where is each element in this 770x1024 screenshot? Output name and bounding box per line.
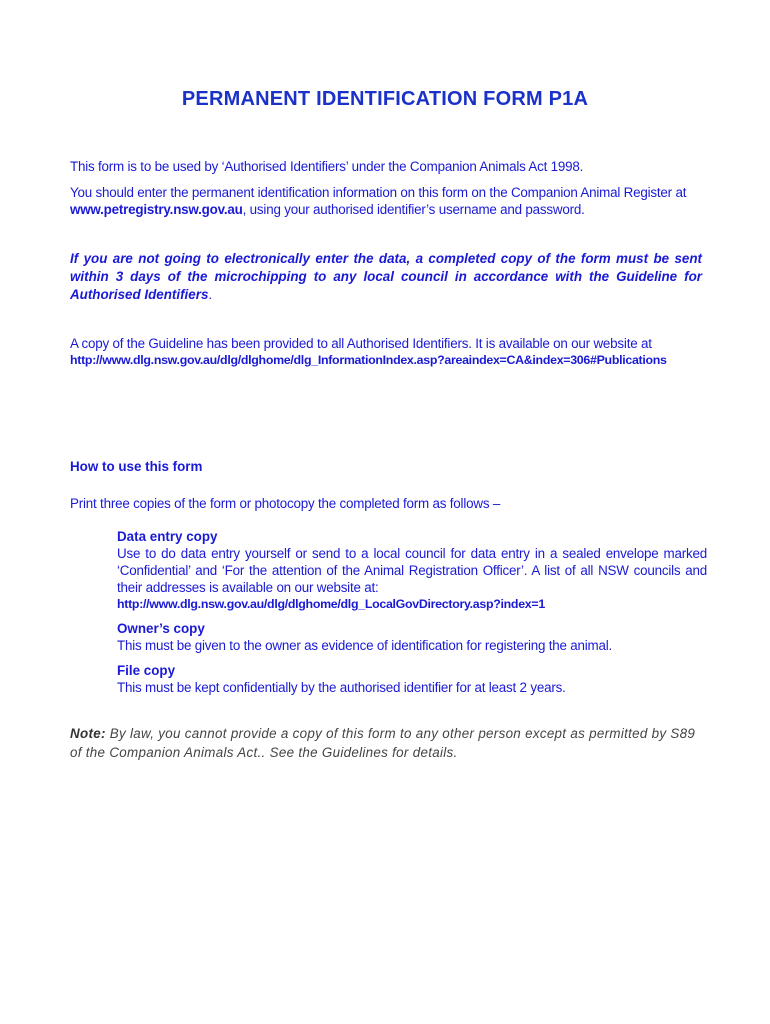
note-label: Note: [70,726,106,741]
page-title: PERMANENT IDENTIFICATION FORM P1A [181,88,589,110]
how-to-heading: How to use this form [70,459,203,474]
data-entry-copy-title: Data entry copy [117,529,218,544]
guideline-paragraph: A copy of the Guideline has been provided to all Authorised Identifiers. It is available on our website at [70,336,652,351]
file-copy-text: This must be kept confidentially by the authorised identifier for at least 2 years. [117,680,566,695]
warning-emphasis: Authorised Identifiers [70,287,209,302]
file-copy-title: File copy [117,663,176,678]
intro-line-2-end: , using your authorised identifier’s username and password. [242,202,585,217]
council-directory-link[interactable]: http://www.dlg.nsw.gov.au/dlg/dlghome/dlg_LocalGovDirectory.asp?index=1 [117,597,545,611]
note-text: By law, you cannot provide a copy of this form to any other person except as permitted by S89 of the Companion Animals Act.. See the Guidelines for details. [70,726,696,760]
guideline-link[interactable]: http://www.dlg.nsw.gov.au/dlg/dlghome/dlg_InformationIndex.asp?areaindex=CA&index=306#Publications [70,353,667,367]
warning-text: If you are not going to electronically enter the data, a completed copy of the form must be sent within 3 days of the microchipping to any local council in accordance with the Guideline for [70,251,702,284]
intro-line-2-text: You should enter the permanent identification information on this form on the Companion Animal Register at [70,185,687,200]
intro-line-1: This form is to be used by ‘Authorised Identifiers’ under the Companion Animals Act 1998. [70,159,584,174]
how-to-intro: Print three copies of the form or photocopy the completed form as follows – [70,496,501,511]
registry-link[interactable]: www.petregistry.nsw.gov.au [70,202,243,217]
owners-copy-title: Owner’s copy [117,621,205,636]
warning-paragraph [70,250,702,304]
data-entry-copy-text: Use to do data entry yourself or send to a local council for data entry in a sealed envelope marked ‘Confidential’ and ‘For the attention of the Animal Registration Officer’. A list of all NSW councils and their addresses is available on our website at: [117,546,707,595]
warning-end: . [208,287,213,302]
note-paragraph [70,724,710,762]
intro-line-2 [70,184,702,218]
owners-copy-text: This must be given to the owner as evidence of identification for registering the animal. [117,638,613,653]
